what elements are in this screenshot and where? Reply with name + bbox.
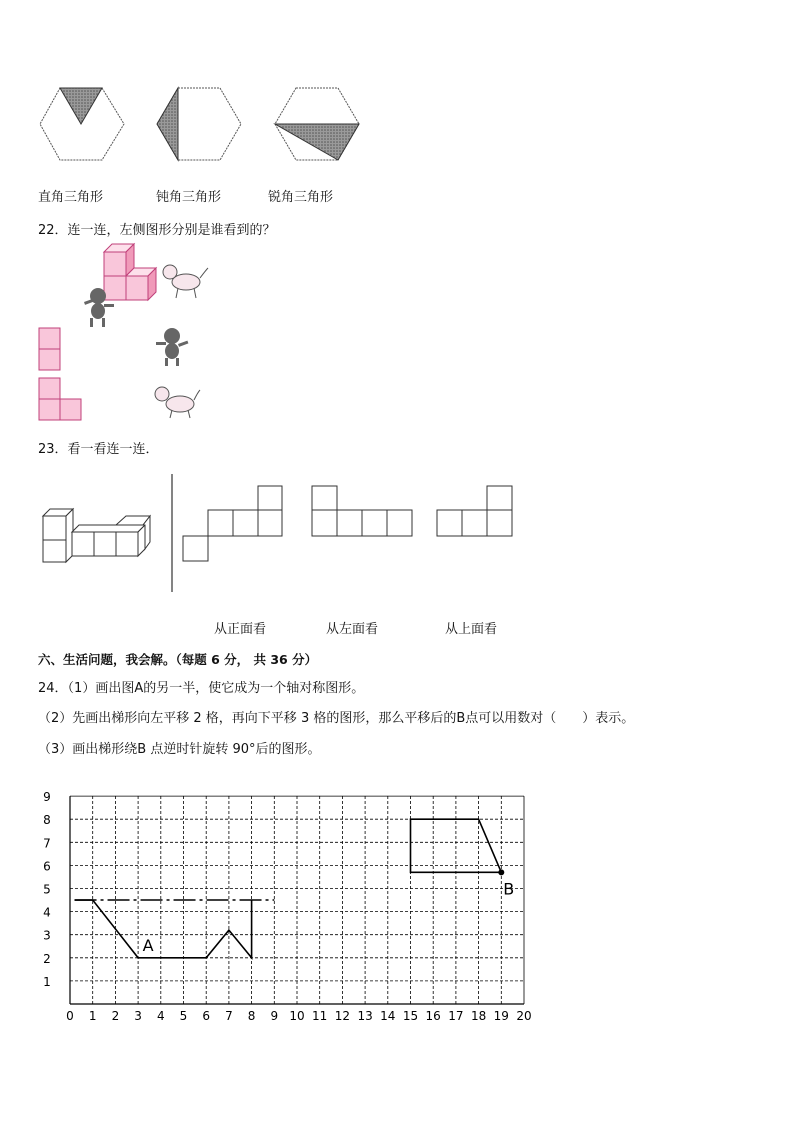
figure-a [75,900,252,958]
q23-prompt: 23．看一看连一连． [38,442,159,457]
label-acute-triangle: 锐角三角形 [268,190,334,205]
y-tick-label: 7 [43,836,51,851]
x-tick-label: 17 [448,1009,464,1023]
view-shape-l [39,378,81,420]
q24-line2: （2）先画出梯形向左平移 2 格，再向下平移 3 格的图形，那么平移后的B点可以用数对（ ）表示。 [38,711,635,726]
hexagon-figures [0,0,794,180]
monkey-icon-right [156,328,188,366]
x-tick-label: 15 [402,1009,419,1023]
x-tick-label: 2 [111,1009,120,1023]
q24-line3: （3）画出梯形绕B 点逆时针旋转 90°后的图形。 [38,742,321,757]
x-tick-label: 3 [134,1009,142,1023]
view-left [312,486,412,536]
x-tick-label: 19 [493,1009,509,1023]
grid-y-labels [43,790,51,989]
q22-figures [0,240,794,440]
q23-figures [0,470,794,610]
x-tick-label: 4 [156,1009,165,1023]
x-tick-label: 13 [357,1009,373,1023]
label-left-view: 从左面看 [326,622,379,637]
dog-icon-right [155,387,200,418]
point-b [498,869,504,875]
acute-triangle-shade [275,124,359,160]
label-obtuse-triangle: 钝角三角形 [156,190,222,205]
y-tick-label: 8 [43,813,51,828]
x-tick-label: 5 [179,1009,188,1023]
y-tick-label: 9 [43,790,51,805]
y-tick-label: 2 [43,951,51,966]
x-tick-label: 12 [334,1009,351,1023]
x-tick-label: 0 [66,1009,74,1023]
grid-lines [70,796,524,1004]
view-top [437,486,512,536]
view-shape-column [39,328,60,370]
obtuse-triangle-shade [157,88,178,160]
grid-x-labels [66,1009,531,1023]
x-tick-label: 8 [247,1009,256,1023]
q24-line1: 24．（1）画出图A的另一半，使它成为一个轴对称图形。 [38,681,365,696]
section6-heading: 六、生活问题，我会解。（每题 6 分， 共 36 分） [38,652,318,667]
x-tick-label: 9 [270,1009,279,1023]
x-tick-label: 18 [470,1009,487,1023]
figure-a-label: A [142,935,154,955]
x-tick-label: 11 [312,1009,328,1023]
coordinate-grid [0,770,794,1030]
x-tick-label: 20 [516,1009,532,1023]
cube-stack-3d [43,509,150,562]
x-tick-label: 6 [202,1009,211,1023]
label-right-triangle: 直角三角形 [38,190,104,205]
x-tick-label: 10 [289,1009,305,1023]
q22-prompt: 22．连一连，左侧图形分别是谁看到的？ [38,223,276,238]
right-triangle-shade [60,88,102,124]
point-b-label: B [503,879,515,899]
y-tick-label: 1 [43,974,51,989]
x-tick-label: 16 [425,1009,441,1023]
y-tick-label: 4 [43,905,51,920]
x-tick-label: 14 [380,1009,396,1023]
x-tick-label: 1 [88,1009,97,1023]
pink-cube-group [104,244,156,300]
dog-icon [163,265,208,298]
y-tick-label: 5 [43,882,51,897]
y-tick-label: 6 [43,859,51,874]
view-front [183,486,282,561]
y-tick-label: 3 [43,928,51,943]
x-tick-label: 7 [225,1009,233,1023]
label-top-view: 从上面看 [445,622,498,637]
label-front-view: 从正面看 [214,622,267,637]
